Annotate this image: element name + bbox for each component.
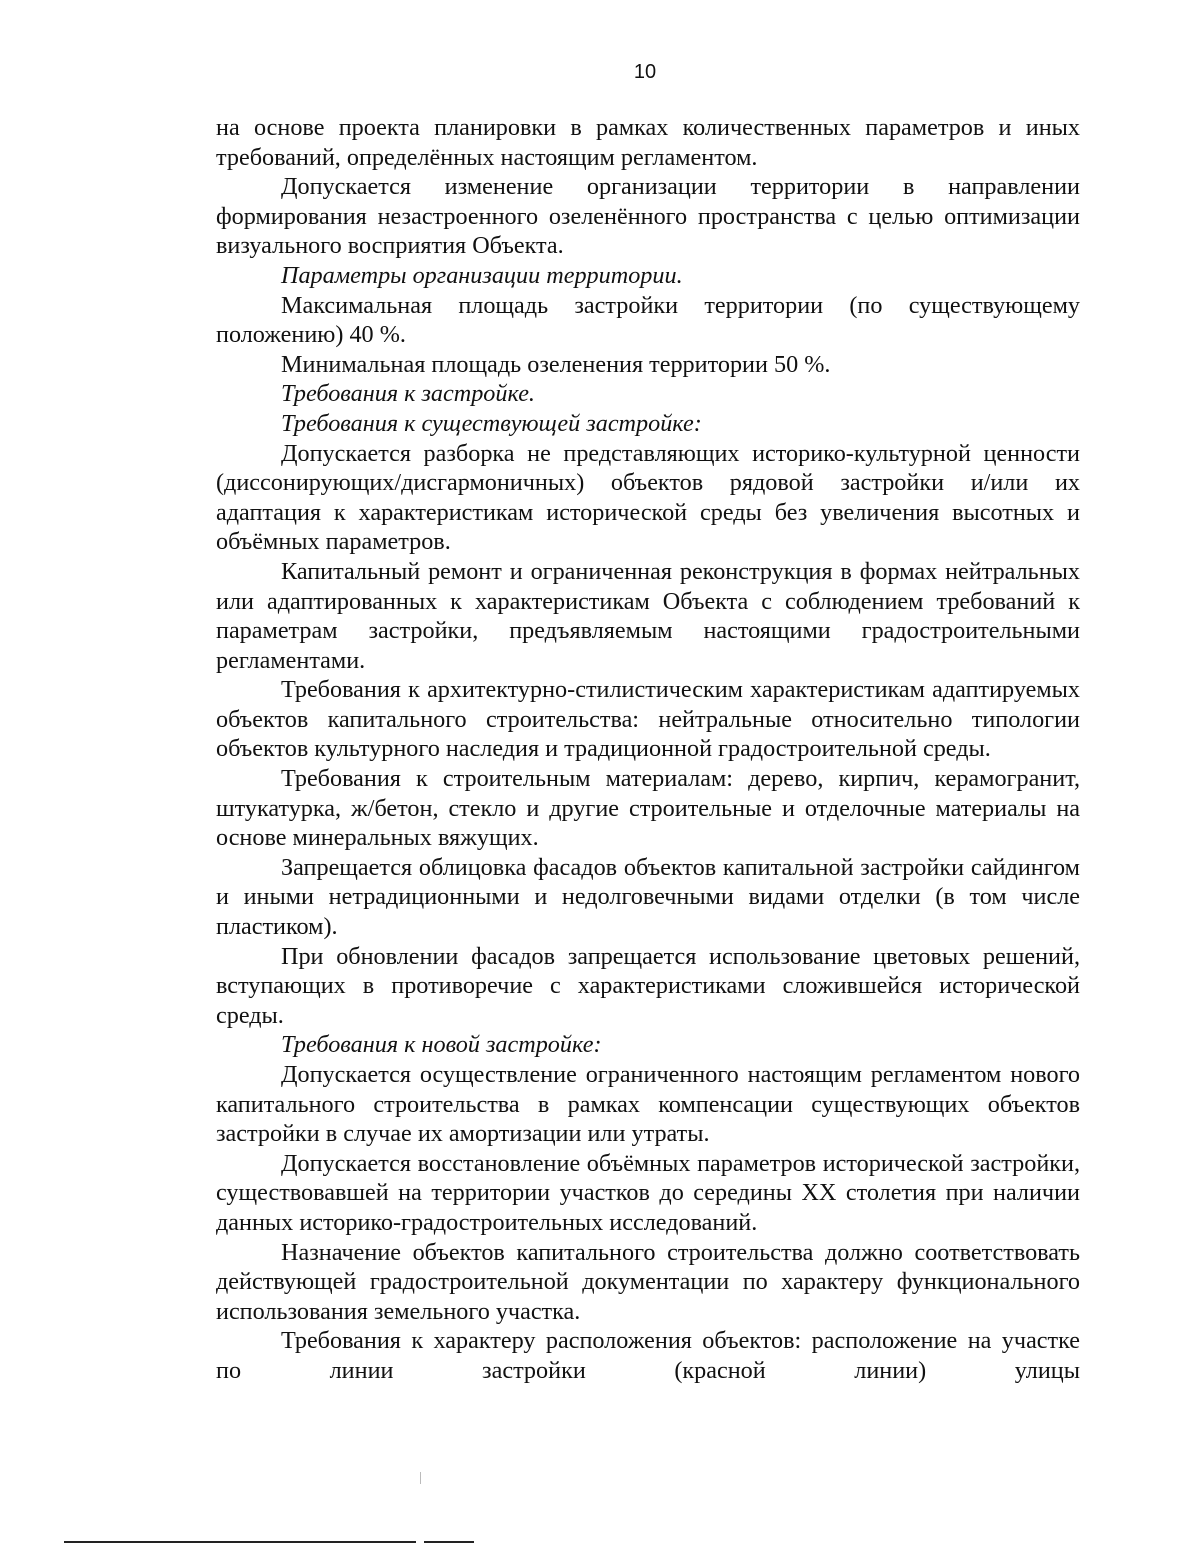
section-heading: Требования к новой застройке:	[281, 1031, 602, 1059]
paragraph: Допускается осуществление ограниченного настоящим регламентом нового капитального строительства в рамках компенсации существующих объектов застройки в случае их амортизации или утраты.	[216, 1061, 1080, 1148]
paragraph: Допускается восстановление объёмных параметров исторической застройки, существовавшей на территории участков до середины XX столетия при наличии данных историко-градостроительных исследований.	[216, 1149, 1080, 1236]
paragraph: Допускается изменение организации территории в направлении формирования незастроенного озеленённого пространства с целью оптимизации визуального восприятия Объекта.	[216, 173, 1080, 260]
paragraph: Требования к строительным материалам: дерево, кирпич, керамогранит, штукатурка, ж/бетон, стекло и другие строительные и отделочные материалы на основе минеральных вяжущих.	[216, 765, 1080, 852]
paragraph: Минимальная площадь озеленения территории 50 %.	[281, 350, 831, 378]
document-body	[216, 113, 1080, 1386]
paragraph: Запрещается облицовка фасадов объектов капитальной застройки сайдингом и иными нетрадиционными и недолговечными видами отделки (в том числе пластиком).	[216, 853, 1080, 941]
section-heading: Требования к существующей застройке:	[281, 409, 702, 437]
paragraph: на основе проекта планировки в рамках количественных параметров и иных требований, определённых настоящим регламентом.	[216, 114, 1080, 171]
footnote-rule-segment	[424, 1541, 474, 1543]
paragraph: Требования к архитектурно-стилистическим характеристикам адаптируемых объектов капитального строительства: нейтральные относительно типологии объектов культурного наследия и традиционной градостроительной среды.	[216, 676, 1080, 763]
paragraph: Требования к характеру расположения объектов: расположение на участке по линии застройки (красной линии) улицы	[216, 1327, 1080, 1384]
paragraph: Допускается разборка не представляющих историко-культурной ценности (диссонирующих/дисгармоничных) объектов рядовой застройки и/или их адаптация к характеристикам исторической среды без увеличения высотных и объёмных параметров.	[216, 439, 1080, 556]
paragraph: При обновлении фасадов запрещается использование цветовых решений, вступающих в противоречие с характеристиками сложившейся исторической среды.	[216, 942, 1080, 1029]
footnote-rule	[64, 1541, 416, 1543]
section-heading: Параметры организации территории.	[281, 261, 683, 289]
paragraph: Назначение объектов капитального строительства должно соответствовать действующей градостроительной документации по характеру функционального использования земельного участка.	[216, 1238, 1080, 1325]
paragraph: Капитальный ремонт и ограниченная реконструкция в формах нейтральных или адаптированных к характеристикам Объекта с соблюдением требований к параметрам застройки, предъявляемым настоящими градостроительными регламентами.	[216, 557, 1080, 674]
scan-speck	[420, 1472, 421, 1484]
paragraph: Максимальная площадь застройки территории (по существующему положению) 40 %.	[216, 291, 1080, 349]
section-heading: Требования к застройке.	[281, 380, 535, 408]
page-number: 10	[633, 61, 657, 83]
